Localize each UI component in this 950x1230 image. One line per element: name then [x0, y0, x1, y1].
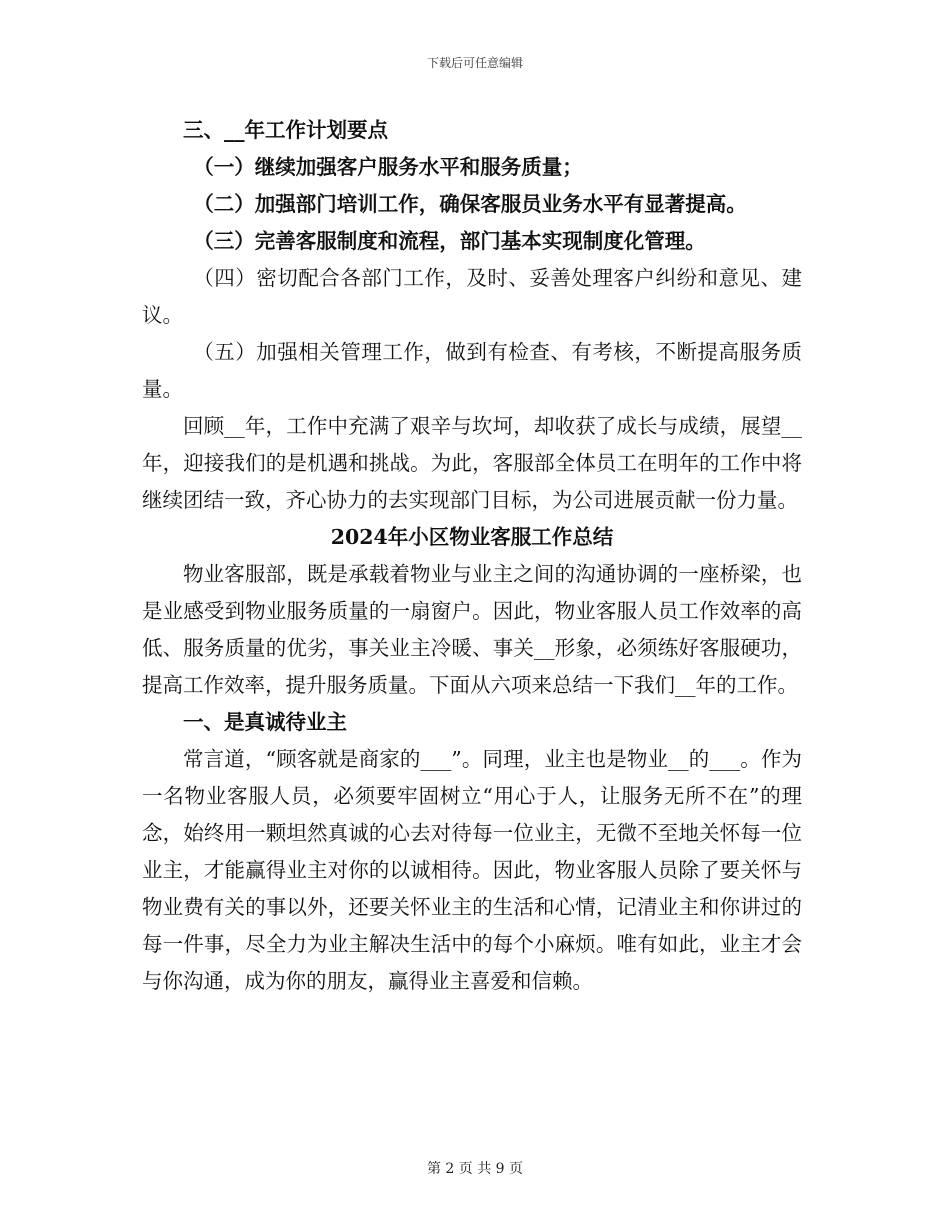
article-title: 2024年小区物业客服工作总结	[330, 525, 614, 549]
page-number: 第 2 页 共 9 页	[426, 1161, 524, 1177]
document-body	[142, 112, 802, 1000]
section1-paragraph: 常言道，“顾客就是商家的___”。同理，业主也是物业__的___。作为一名物业客服人员，必须要牢固树立“用心于人，让服务无所不在”的理念，始终用一颗坦然真诚的心去对待每一位业主，无微不至地关怀每一位业主，才能赢得业主对你的以诚相待。因此，物业客服人员除了要关怀与物业费有关的事以外，还要关怀业主的生活和心情，记清业主和你讲过的每一件事，尽全力为业主解决生活中的每个小麻烦。唯有如此，业主才会与你沟通，成为你的朋友，赢得业主喜爱和信赖。	[142, 747, 802, 993]
section-heading: 三、__年工作计划要点	[183, 118, 388, 142]
plan-item-5: （五）加强相关管理工作，做到有检查、有考核，不断提高服务质量。	[142, 340, 802, 401]
plan-item-4: （四）密切配合各部门工作，及时、妥善处理客户纠纷和意见、建议。	[142, 266, 802, 327]
plan-item-3: （三）完善客服制度和流程，部门基本实现制度化管理。	[193, 229, 706, 253]
plan-item-1: （一）继续加强客户服务水平和服务质量；	[193, 155, 583, 179]
plan-item-2: （二）加强部门培训工作，确保客服员业务水平有显著提高。	[193, 192, 747, 216]
closing-paragraph: 回顾__年，工作中充满了艰辛与坎坷，却收获了成长与成绩，展望__年，迎接我们的是机遇和挑战。为此，客服部全体员工在明年的工作中将继续团结一致，齐心协力的去实现部门目标，为公司进展贡献一份力量。	[142, 414, 802, 512]
intro-paragraph: 物业客服部，既是承载着物业与业主之间的沟通协调的一座桥梁，也是业感受到物业服务质量的一扇窗户。因此，物业客服人员工作效率的高低、服务质量的优劣，事关业主冷暖、事关__形象，必须练好客服硬功，提高工作效率，提升服务质量。下面从六项来总结一下我们__年的工作。	[142, 562, 802, 697]
section1-heading: 一、是真诚待业主	[183, 710, 347, 734]
header-note: 下载后可任意编辑	[426, 56, 523, 70]
